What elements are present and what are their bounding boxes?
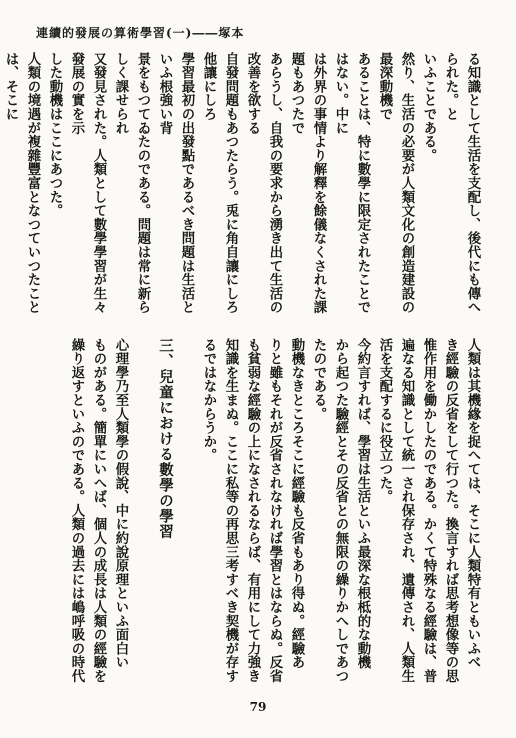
upper-text-column: 景をもつてゐたのである。問題は常に新らしく課せられ [113, 52, 151, 315]
lower-text-column: ものがある。簡單にいへば、個人の成長は人類の經驗を [91, 338, 107, 683]
lower-text-column: も貧弱な經驗の上になされるならば、有用にして力強き [245, 338, 261, 683]
upper-text-column: した動機はここにあつた。 [47, 52, 63, 218]
running-header: 連續的發展の算術學習(一)――塚本 [36, 26, 245, 40]
lower-text-column: 心理學乃至人類學の假說、中に約說原理といふ面白い [113, 338, 129, 670]
upper-text-column: 學習最初の出發點であるべき問題は生活といふ根強い背 [157, 52, 195, 315]
lower-text-column: 惟作用を働かしたのである。かくて特殊なる經驗は、普 [421, 338, 437, 683]
lower-text-column: 人類は其機緣を捉へては、そこに人類特有ともいふべ [465, 338, 481, 670]
upper-text-column: 人類の境遇が複雜豐富となつていつたことは、そこに [3, 52, 41, 315]
lower-text-column [132, 338, 154, 686]
lower-text-column: 今約言すれば、學習は生活といふ最深な根柢的な動機 [355, 338, 371, 670]
lower-text-column: るではなからうか。 [201, 338, 217, 463]
lower-text-column: 遍なる知識として統一され保存され、遺傳され、人類生 [399, 338, 415, 683]
upper-text-block [3, 52, 484, 316]
upper-text-column: あることは、特に數學に限定されたことではない。中に [333, 52, 371, 315]
lower-text-column [176, 338, 198, 686]
upper-text-column: 自發問題もあつたらう。兎に角自讓にしろ他讓にしろ [201, 52, 239, 315]
upper-text-column: は外界の事情より解釋を餘儀なくされた課題もあつたで [289, 52, 327, 315]
lower-text-column: 三、兒童における數學の學習 [157, 338, 174, 540]
upper-text-column: いふことである。 [421, 52, 437, 163]
lower-text-column: りと雖もそれが反省されなければ學習とはならぬ。反省 [267, 338, 283, 683]
lower-text-block [36, 338, 484, 686]
page-number: 79 [249, 700, 267, 714]
lower-text-column: から起つた驗經とその反省との無限の繰りかへしであつ [333, 338, 349, 683]
lower-text-column: 動機なきところそこに經驗も反省もあり得ぬ。經驗あ [289, 338, 305, 670]
lower-text-column: たのである。 [311, 338, 327, 421]
upper-text-column: 又發見された。人類として數學學習が生々發展の實を示 [69, 52, 107, 315]
upper-text-column: る知識として生活を支配し、後代にも傳へられた。と [443, 52, 481, 315]
lower-text-column: 知識を生まぬ。ここに私等の再思三考すべき契機が存す [223, 338, 239, 683]
upper-text-column: 然り、生活の必要が人類文化の創造建設の最深動機で [377, 52, 415, 315]
lower-text-column: 活を支配するに役立つた。 [377, 338, 393, 504]
upper-text-column: あらうし、自我の要求から湧き出て生活の改善を欲する [245, 52, 283, 315]
lower-text-column: き經驗の反省をして行つた。換言すれば思考想像等の思 [443, 338, 459, 683]
lower-text-column: 繰り返すといふのである。人類の過去には嶋呼吸の時代 [69, 338, 85, 683]
